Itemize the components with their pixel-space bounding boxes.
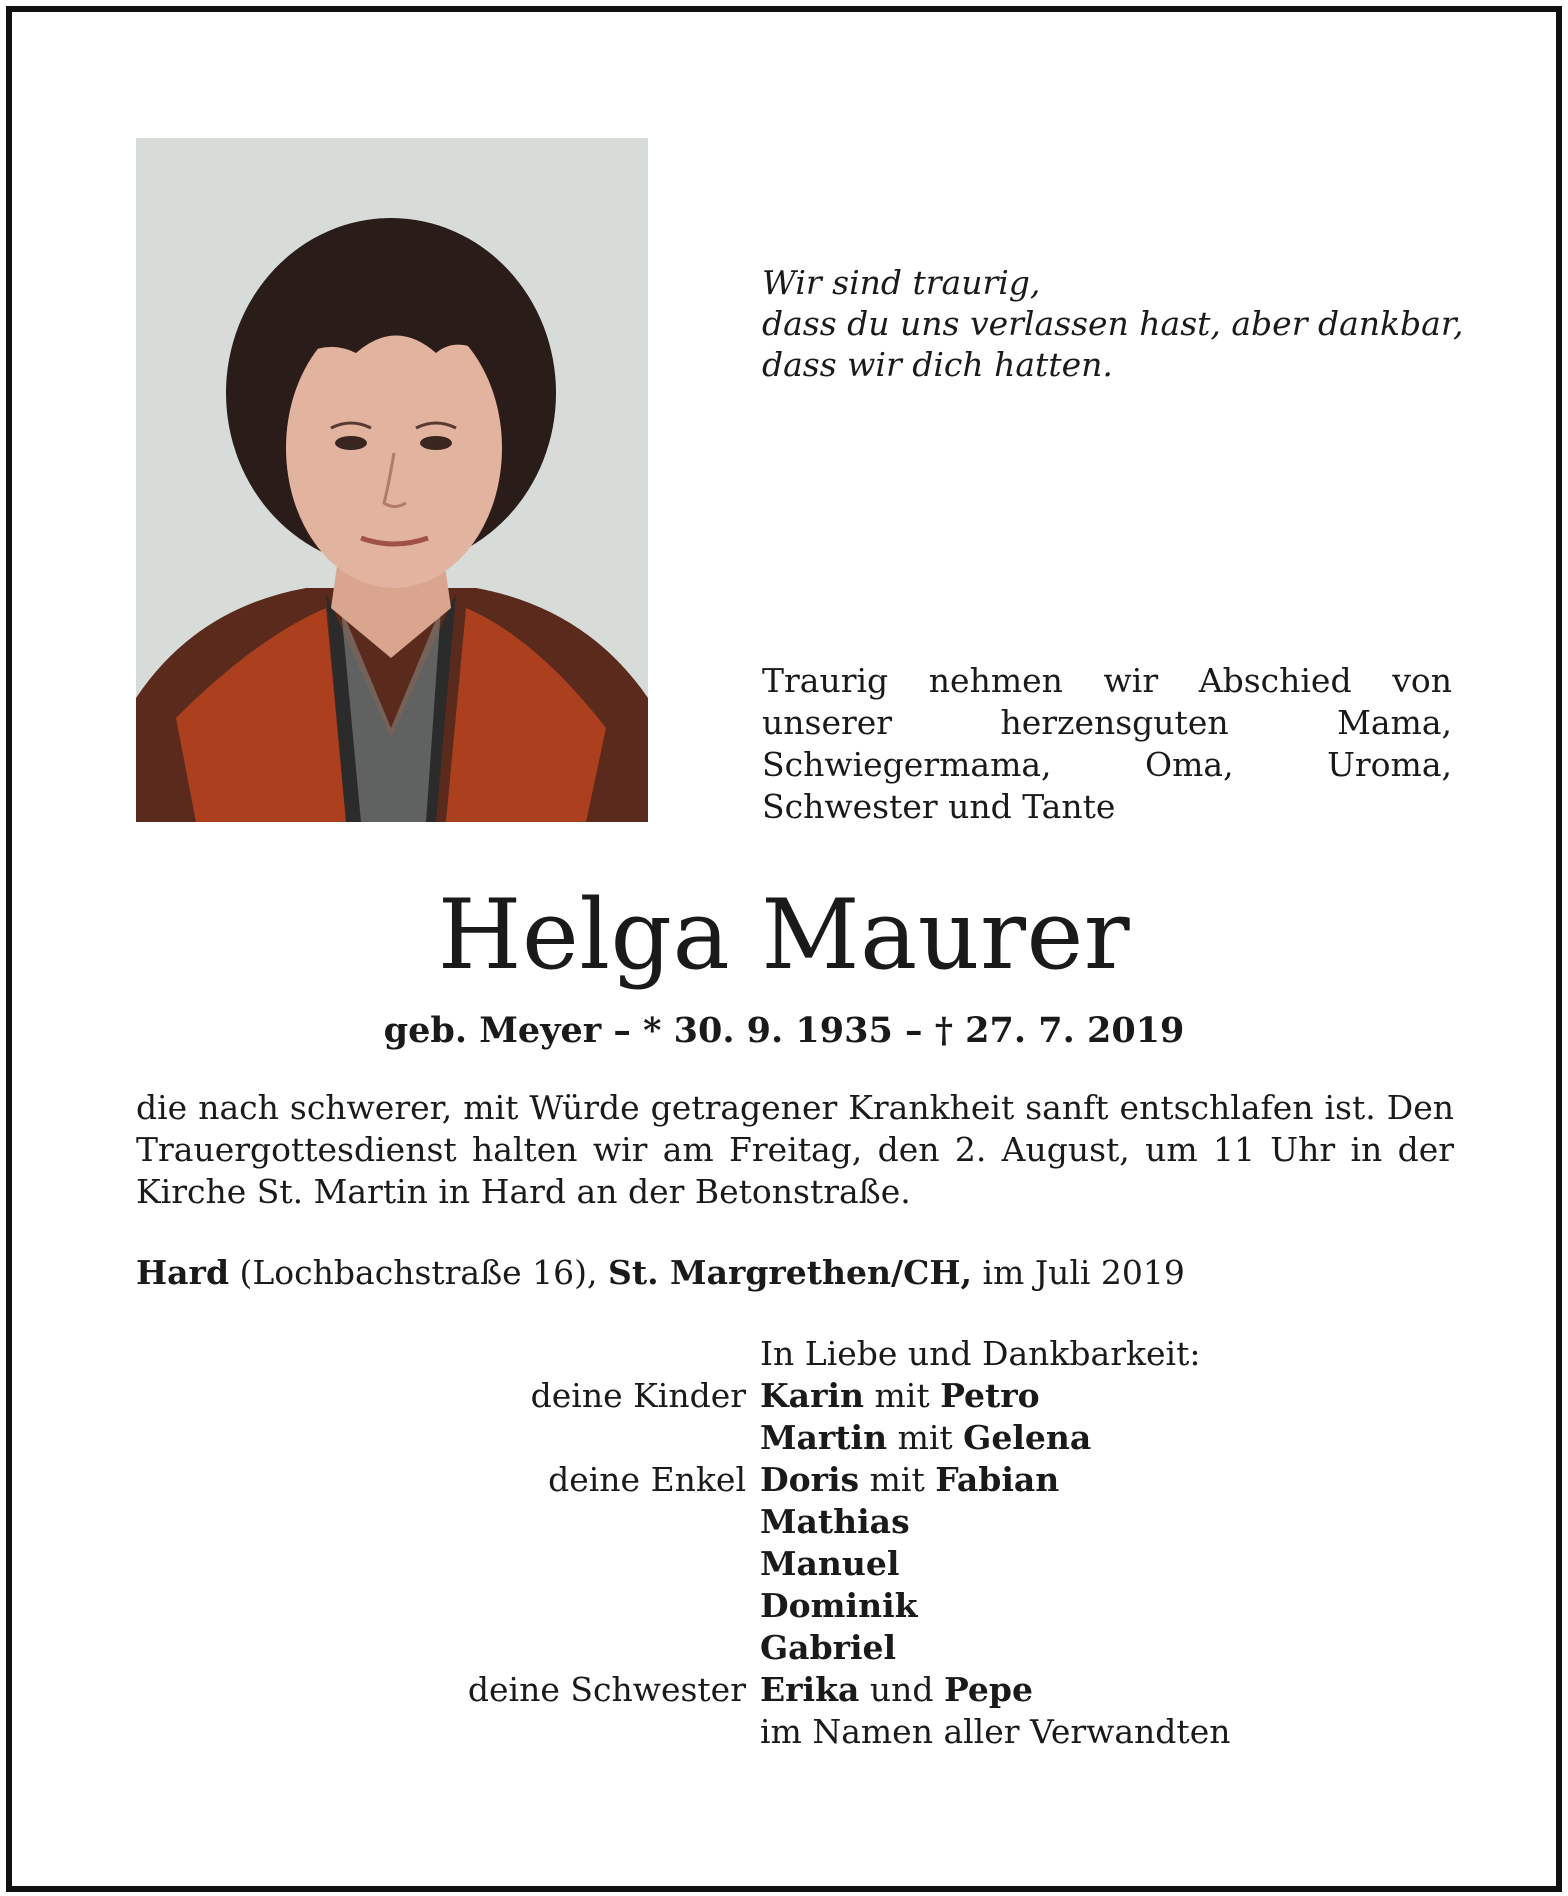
mourner-row bbox=[12, 1460, 1556, 1502]
town-hard: Hard bbox=[136, 1253, 230, 1292]
mourner-row bbox=[12, 1586, 1556, 1628]
mourner-name: Dominik bbox=[760, 1586, 918, 1625]
mourner-row bbox=[12, 1502, 1556, 1544]
closing-line: im Namen aller Verwandten bbox=[760, 1712, 1231, 1751]
quote-line: dass du uns verlassen hast, aber dankbar, bbox=[762, 304, 1464, 343]
date-line: im Juli 2019 bbox=[972, 1253, 1185, 1292]
deceased-name: Helga Maurer bbox=[437, 879, 1131, 991]
relation-label: deine Schwester bbox=[467, 1670, 746, 1709]
mourner-row bbox=[12, 1628, 1556, 1670]
mourner-row bbox=[12, 1670, 1556, 1712]
service-announcement: die nach schwerer, mit Würde getragener Krankheit sanft entschlafen ist. Den Trauergottesdienst halten wir am Freitag, den 2. August, um 11 Uhr in der Kirche St. Martin in Hard an der Betonstraße. bbox=[136, 1088, 1454, 1211]
quote-line: dass wir dich hatten. bbox=[762, 345, 1113, 384]
signature-heading: In Liebe und Dankbarkeit: bbox=[760, 1334, 1201, 1373]
mourner-name: Pepe bbox=[943, 1670, 1033, 1709]
mourner-name: Gelena bbox=[963, 1418, 1092, 1457]
joiner: mit bbox=[859, 1460, 936, 1499]
relation-label: deine Enkel bbox=[548, 1460, 746, 1499]
birth-death-dates: geb. Meyer – * 30. 9. 1935 – † 27. 7. 2019 bbox=[383, 1010, 1185, 1051]
mourner-name: Fabian bbox=[935, 1460, 1060, 1499]
address: (Lochbachstraße 16), bbox=[229, 1253, 608, 1292]
obituary-notice bbox=[6, 6, 1562, 1892]
farewell-intro: Traurig nehmen wir Abschied von unserer herzensguten Mama, Schwiegermama, Oma, Uroma, Schwester und Tante bbox=[762, 661, 1452, 826]
mourner-row bbox=[12, 1544, 1556, 1586]
portrait-photo bbox=[136, 138, 648, 822]
joiner: und bbox=[859, 1670, 944, 1709]
joiner: mit bbox=[887, 1418, 964, 1457]
closing-row bbox=[12, 1712, 1556, 1754]
town-st-margrethen: St. Margrethen/CH, bbox=[608, 1253, 973, 1292]
place-and-date bbox=[136, 1252, 1454, 1294]
mourner-name: Mathias bbox=[760, 1502, 910, 1541]
relation-label: deine Kinder bbox=[530, 1376, 746, 1415]
mourner-name: Petro bbox=[940, 1376, 1040, 1415]
mourner-name: Doris bbox=[760, 1460, 860, 1499]
portrait-illustration bbox=[136, 138, 648, 822]
mourner-name: Erika bbox=[760, 1670, 860, 1709]
joiner: mit bbox=[863, 1376, 941, 1415]
mourner-name: Karin bbox=[760, 1376, 864, 1415]
quote-line: Wir sind traurig, bbox=[762, 263, 1041, 302]
mourner-row bbox=[12, 1418, 1556, 1460]
memorial-quote bbox=[762, 262, 1482, 385]
mourner-name: Manuel bbox=[760, 1544, 900, 1583]
mourner-name: Gabriel bbox=[760, 1628, 897, 1667]
mourner-row bbox=[12, 1376, 1556, 1418]
mourner-name: Martin bbox=[760, 1418, 888, 1457]
